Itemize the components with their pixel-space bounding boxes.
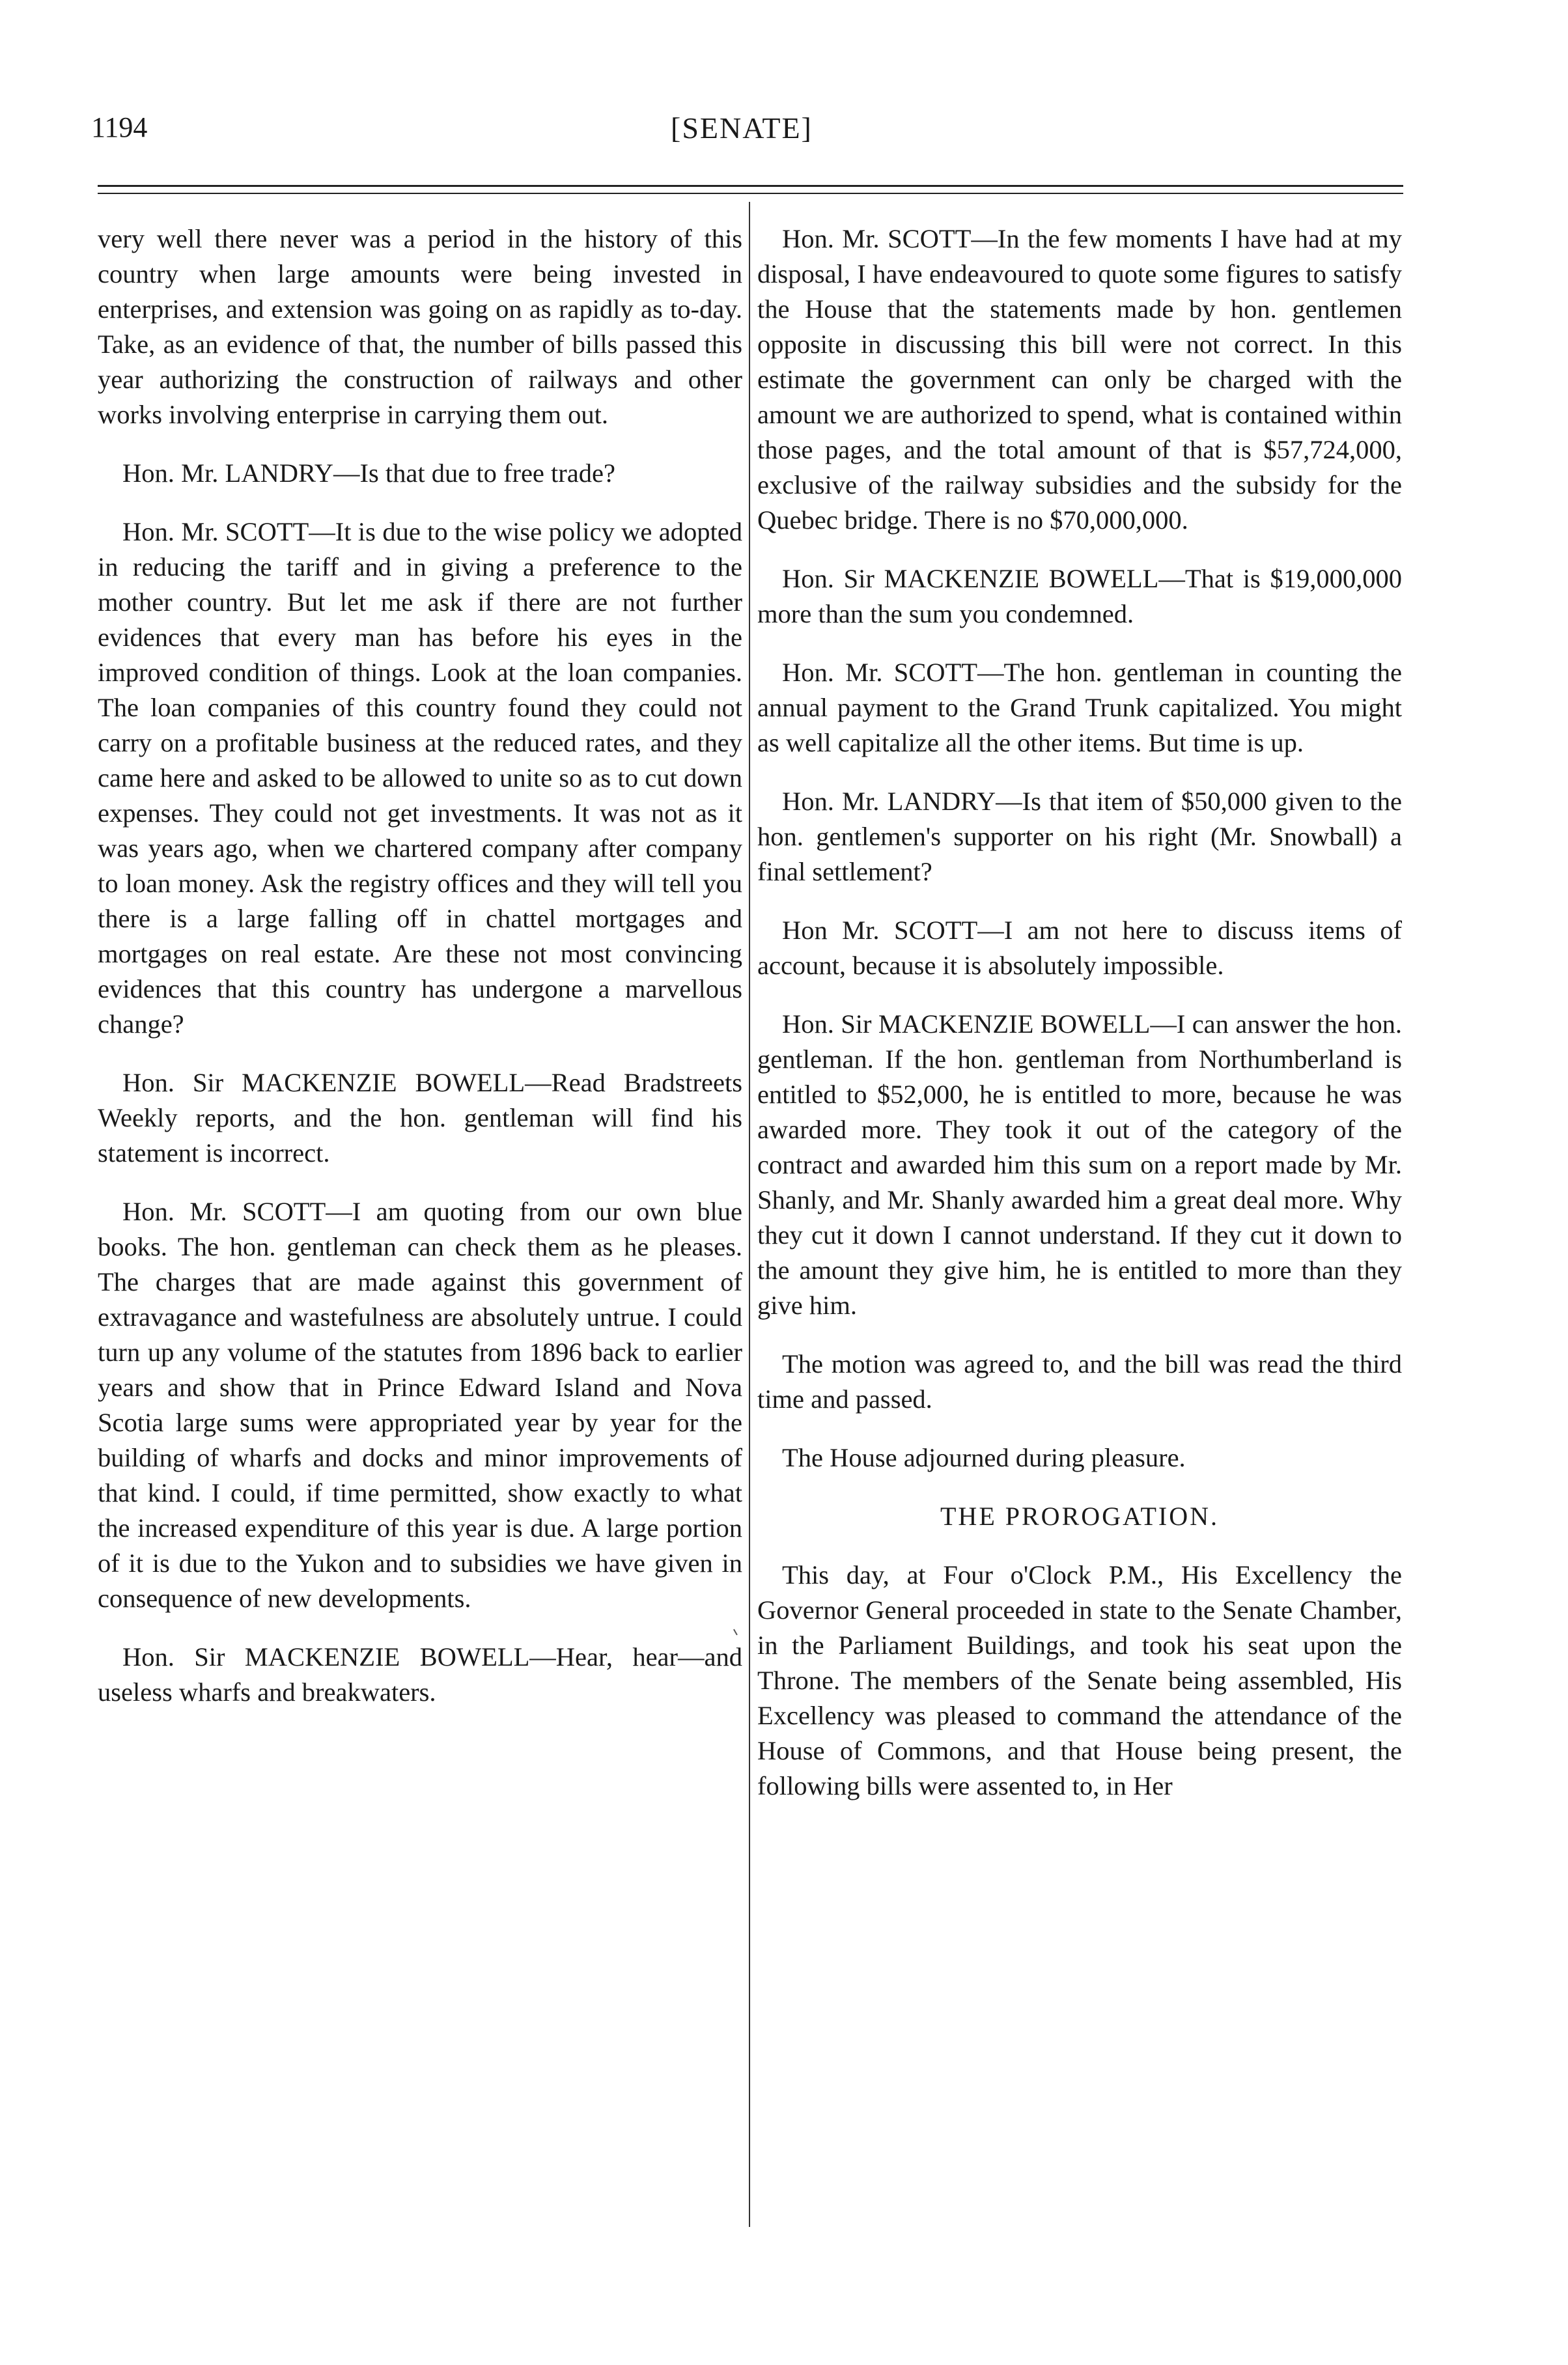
header-rule-top (98, 185, 1403, 187)
paragraph: Hon. Mr. SCOTT—I am quoting from our own blue books. The hon. gentleman can check them as he pleases. The charges that are made against this government of extravagance and wastefulness are absolutely untrue. I could turn up any volume of the statutes from 1896 back to earlier years and show that in Prince Edward Island and Nova Scotia large sums were appropriated year by year for the building of wharfs and docks and minor improvements of that kind. I could, if time permitted, show exactly to what the increased expenditure of this year is due. A large portion of it is due to the Yukon and to subsidies we have given in consequence of new developments. (98, 1197, 742, 1613)
paragraph: Hon. Sir MACKENZIE BOWELL—Read Bradstreets Weekly reports, and the hon. gentleman will find his statement is incorrect. (98, 1068, 742, 1168)
paragraph: very well there never was a period in the history of this country when large amounts were being invested in enterprises, and extension was going on as rapidly as to-day. Take, as an evidence of that, the number of bills passed this year authorizing the construction of railways and other works involving enterprise in carrying them out. (98, 224, 742, 429)
column-divider (749, 202, 750, 2227)
page-number: 1194 (91, 111, 148, 143)
paragraph: Hon. Sir MACKENZIE BOWELL—I can answer the hon. gentleman. If the hon. gentleman from Northumberland is entitled to $52,000, he is entitled to more, because he was awarded more. They took it out of the category of the contract and awarded him this sum on a report made by Mr. Shanly, and Mr. Shanly awarded him a great deal more. Why they cut it down I cannot understand. If they cut it down to the amount they give him, he is entitled to more than they give him. (757, 1009, 1402, 1320)
left-column (98, 221, 742, 1733)
section-heading: THE PROROGATION. (940, 1502, 1219, 1531)
paragraph: Hon. Mr. SCOTT—The hon. gentleman in counting the annual payment to the Grand Trunk capitalized. You might as well capitalize all the other items. But time is up. (757, 658, 1402, 757)
paragraph: Hon. Sir MACKENZIE BOWELL—That is $19,000,000 more than the sum you condemned. (757, 564, 1402, 628)
paragraph: Hon. Sir MACKENZIE BOWELL—Hear, hear—and useless wharfs and breakwaters. (98, 1642, 742, 1707)
page-header (0, 111, 1568, 163)
running-head: [SENATE] (671, 111, 813, 145)
right-column (757, 221, 1402, 1827)
header-rule-bottom (98, 193, 1403, 194)
paragraph: Hon. Mr. SCOTT—It is due to the wise policy we adopted in reducing the tariff and in giving a preference to the mother country. But let me ask if there are not further evidences that every man has before his eyes in the improved condition of things. Look at the loan companies. The loan companies of this country found they could not carry on a profitable business at the reduced rates, and they came here and asked to be allowed to unite so as to cut down expenses. They could not get investments. It was not as it was years ago, when we chartered company after company to loan money. Ask the registry offices and they will tell you there is a large falling off in chattel mortgages and mortgages on real estate. Are these not most convincing evidences that this country has undergone a marvellous change? (98, 517, 742, 1039)
paragraph: This day, at Four o'Clock P.M., His Excellency the Governor General proceeded in state to the Senate Chamber, in the Parliament Buildings, and took his seat upon the Throne. The members of the Senate being assembled, His Excellency was pleased to command the attendance of the House of Commons, and that House being present, the following bills were assented to, in Her (757, 1560, 1402, 1800)
paragraph: Hon. Mr. LANDRY—Is that item of $50,000 given to the hon. gentlemen's supporter on his right (Mr. Snowball) a final settlement? (757, 787, 1402, 886)
paragraph: The motion was agreed to, and the bill was read the third time and passed. (757, 1349, 1402, 1414)
paragraph: Hon Mr. SCOTT—I am not here to discuss items of account, because it is absolutely impossible. (757, 916, 1402, 980)
paragraph: Hon. Mr. LANDRY—Is that due to free trade? (122, 458, 615, 488)
paragraph: Hon. Mr. SCOTT—In the few moments I have had at my disposal, I have endeavoured to quote some figures to satisfy the House that the statements made by hon. gentlemen opposite in discussing this bill were not correct. In this estimate the government can only be charged with the amount we are authorized to spend, what is contained within those pages, and the total amount of that is $57,724,000, exclusive of the railway subsidies and the subsidy for the Quebec bridge. There is no $70,000,000. (757, 224, 1402, 535)
paragraph: The House adjourned during pleasure. (782, 1443, 1186, 1472)
